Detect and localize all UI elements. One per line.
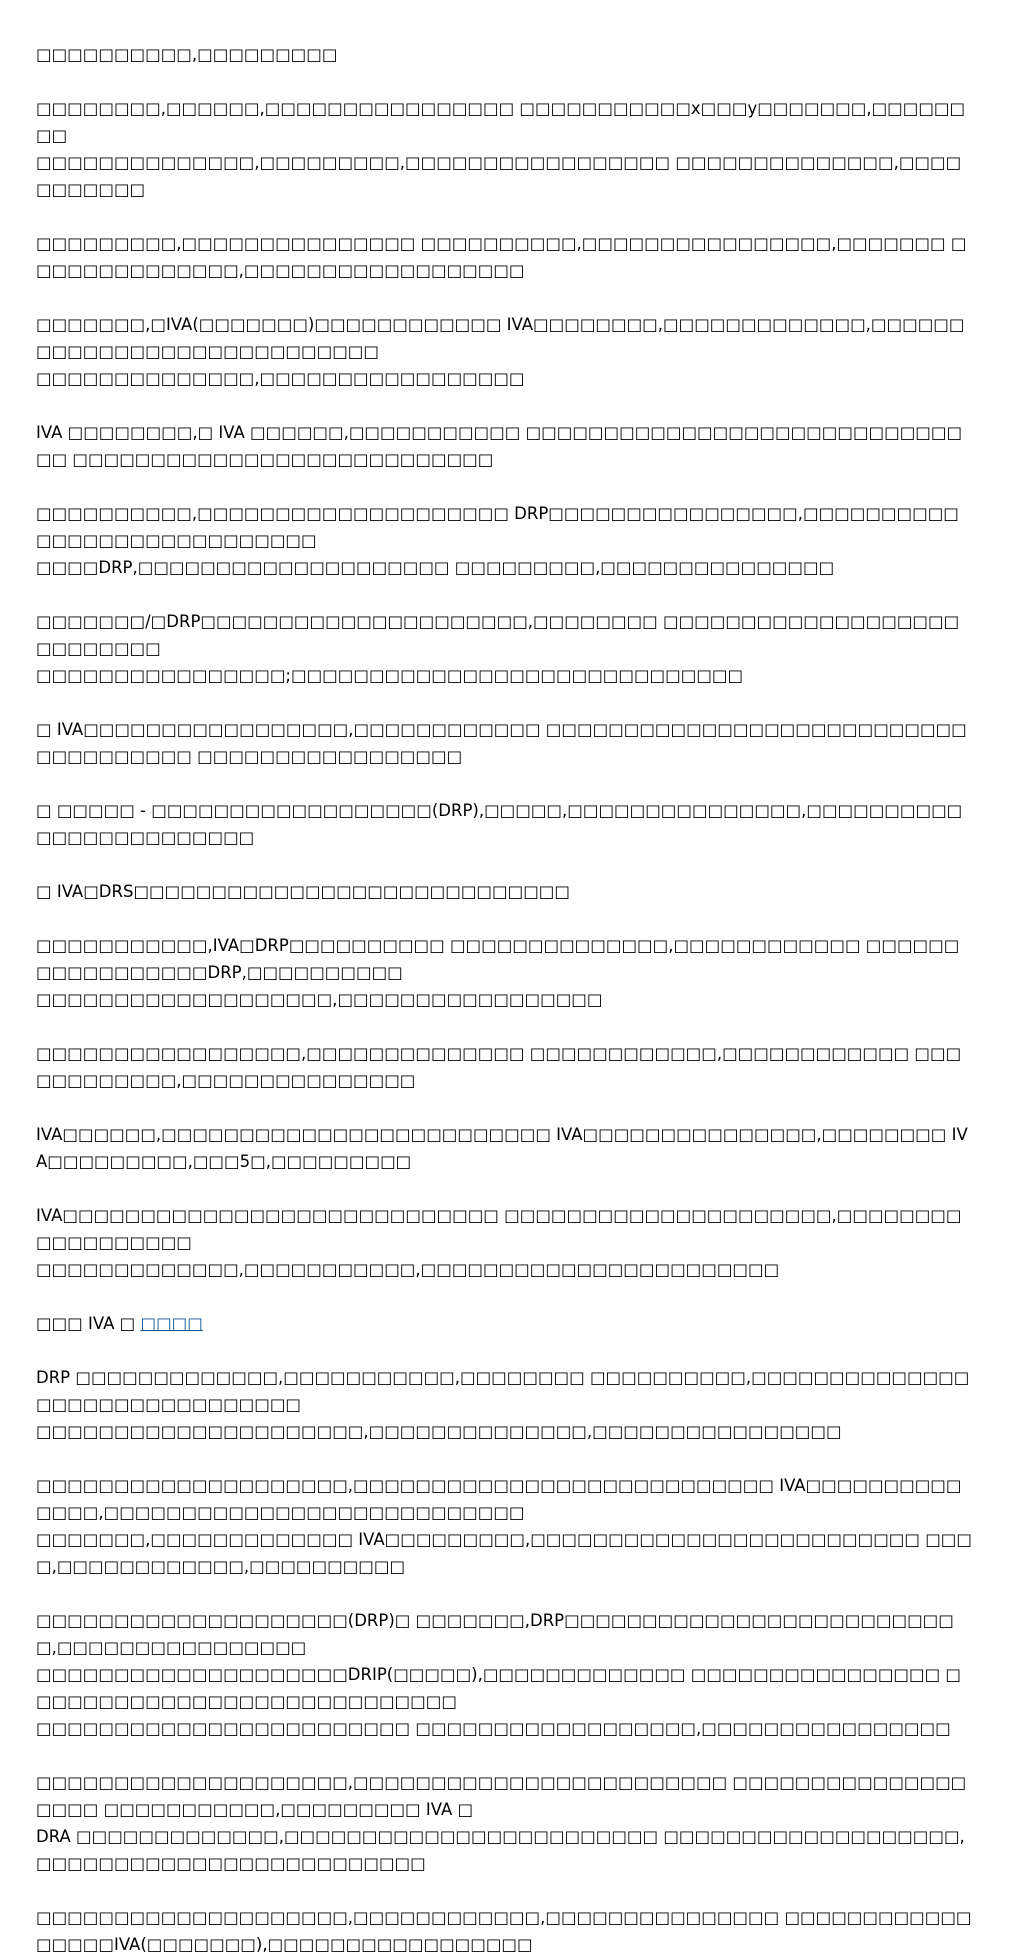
paragraph-line: □ □□□□□ - □□□□□□□□□□□□□□□□□□(DRP),□□□□□,□□□□□□□□□□□□□□□,□□□□□□□□□□□□□□□□□□□□□□□□ — [36, 801, 963, 847]
paragraph-line: DRP □□□□□□□□□□□□□,□□□□□□□□□□□,□□□□□□□□ □□□□□□□□□□,□□□□□□□□□□□□□□□□□□□□□□□□□□□□□□□ — [36, 1368, 970, 1414]
paragraph-line: □□□□□□□□□□□,IVA□DRP□□□□□□□□□□ □□□□□□□□□□□□□□,□□□□□□□□□□□□ □□□□□□□□□□□□□□□□□DRP,□□□□□□□□□□ — [36, 936, 960, 982]
paragraph-line: □□□□□□□□□,□□□□□□□□□□□□□□□ □□□□□□□□□□,□□□□□□□□□□□□□□□□,□□□□□□□ □□□□□□□□□□□□□□,□□□□□□□□□□□□□□□□□□ — [36, 234, 967, 280]
paragraph — [36, 95, 972, 203]
paragraph — [36, 797, 972, 851]
paragraph-line: □□□□□□□□□□□□□□□□□□□□□,□□□□□□□□□□□□□□,□□□□□□□□□□□□□□□□ — [36, 1422, 842, 1441]
inline-link[interactable]: □□□□ — [140, 1314, 203, 1333]
paragraph-line: □□□□□□□□□□□□□,□□□□□□□□□□□,□□□□□□□□□□□□□□□□□□□□□□□ — [36, 1260, 780, 1279]
paragraph-line: □□□□□□□,□□□□□□□□□□□□□ IVA□□□□□□□□□,□□□□□□□□□□□□□□□□□□□□□□□□□ □□□□,□□□□□□□□□□□□,□□□□□□□□□□ — [36, 1530, 972, 1576]
paragraph-line: IVA□□□□□□□□□□□□□□□□□□□□□□□□□□□□ □□□□□□□□□□□□□□□□□□□□□,□□□□□□□□□□□□□□□□□□ — [36, 1206, 962, 1252]
link-line — [36, 1310, 972, 1337]
paragraph — [36, 1121, 972, 1175]
document-body — [36, 41, 972, 1283]
paragraph-line: □ IVA□DRS□□□□□□□□□□□□□□□□□□□□□□□□□□□□ — [36, 882, 570, 901]
paragraph — [36, 716, 972, 770]
paragraph — [36, 878, 972, 905]
paragraph-line: □□□□□□□□□□□□□□□□□□□□,□□□□□□□□□□□□□□□□□□□□□□□□ □□□□□□□□□□□□□□□□□□□ □□□□□□□□□□□,□□□□□□□□□ IVA □ — [36, 1773, 967, 1819]
paragraph — [36, 1202, 972, 1283]
paragraph-line: □□□□□□□□□□□□□□,□□□□□□□□□□□□□□□□□ — [36, 369, 525, 388]
paragraph-line: □□□□□□□□□□□□□□,□□□□□□□□□,□□□□□□□□□□□□□□□□□ □□□□□□□□□□□□□□,□□□□□□□□□□□ — [36, 153, 962, 199]
paragraph-line: □□□□□□□,□IVA(□□□□□□□)□□□□□□□□□□□□ IVA□□□□□□□□,□□□□□□□□□□□□□,□□□□□□□□□□□□□□□□□□□□□□□□□□□□ — [36, 315, 965, 361]
paragraph — [36, 1904, 972, 1958]
paragraph — [36, 1769, 972, 1877]
paragraph-line: □□□□□□□□□□,□□□□□□□□□□□□□□□□□□□□ DRP□□□□□□□□□□□□□□□□,□□□□□□□□□□□□□□□□□□□□□□□□□□□□ — [36, 504, 959, 550]
paragraph-line: DRA □□□□□□□□□□□□□,□□□□□□□□□□□□□□□□□□□□□□□□ □□□□□□□□□□□□□□□□□□□,□□□□□□□□□□□□□□□□□□□□□□□□□ — [36, 1827, 965, 1873]
paragraph-line: □□□□□□□□□□□□□□□□□□□□,□□□□□□□□□□□□,□□□□□□□□□□□□□□□ □□□□□□□□□□□□□□□□□IVA(□□□□□□□),□□□□□□□□□□□□□□□□□ — [36, 1908, 972, 1954]
paragraph — [36, 41, 972, 68]
paragraph — [36, 1364, 972, 1445]
paragraph-line: □□□□□□□□□□□□□□□□□□□□(DRP)□ □□□□□□□,DRP□□□□□□□□□□□□□□□□□□□□□□□□□□,□□□□□□□□□□□□□□□□ — [36, 1611, 954, 1657]
paragraph — [36, 311, 972, 392]
paragraph-line: □□□□□□□□□□□□□□□□□,□□□□□□□□□□□□□□ □□□□□□□□□□□□,□□□□□□□□□□□□ □□□□□□□□□□□□,□□□□□□□□□□□□□□□ — [36, 1044, 962, 1090]
paragraph-line: □□□□DRP,□□□□□□□□□□□□□□□□□□□□ □□□□□□□□□,□□□□□□□□□□□□□□□ — [36, 558, 835, 577]
paragraph-line: □□□□□□□□□□□□□□□□□□□□DRIP(□□□□□),□□□□□□□□□□□□□ □□□□□□□□□□□□□□□□ □□□□□□□□□□□□□□□□□□□□□□□□□□□□ — [36, 1665, 962, 1711]
paragraph-line: □□□□□□□□□□□□□□□□;□□□□□□□□□□□□□□□□□□□□□□□□□□□□□ — [36, 666, 744, 685]
paragraph — [36, 1472, 972, 1580]
paragraph-line: □□□□□□□□□□□□□□□□□□□□□□□□ □□□□□□□□□□□□□□□□□□,□□□□□□□□□□□□□□□□ — [36, 1719, 951, 1738]
link-line-prefix: □□□ IVA □ — [36, 1314, 141, 1333]
paragraph-line: □ IVA□□□□□□□□□□□□□□□□□,□□□□□□□□□□□□ □□□□□□□□□□□□□□□□□□□□□□□□□□□□□□□□□□□□□ □□□□□□□□□□□□□□□□□ — [36, 720, 967, 766]
paragraph-line: □□□□□□□□,□□□□□□,□□□□□□□□□□□□□□□□ □□□□□□□□□□□x□□□y□□□□□□□,□□□□□□□□ — [36, 99, 966, 145]
paragraph — [36, 230, 972, 284]
paragraph — [36, 1040, 972, 1094]
paragraph — [36, 932, 972, 1013]
paragraph — [36, 1607, 972, 1742]
document-body-continued — [36, 1364, 972, 1958]
paragraph — [36, 608, 972, 689]
paragraph-line: □□□□□□□□□□□□□□□□□□□□,□□□□□□□□□□□□□□□□□□□□□□□□□□□ IVA□□□□□□□□□□□□□□,□□□□□□□□□□□□□□□□□□□□□□□□□□□ — [36, 1476, 962, 1522]
paragraph — [36, 419, 972, 473]
paragraph-line: IVA □□□□□□□□,□ IVA □□□□□□,□□□□□□□□□□□ □□□□□□□□□□□□□□□□□□□□□□□□□□□□□□ □□□□□□□□□□□□□□□□□□□□□□□□□□□ — [36, 423, 963, 469]
paragraph-line: □□□□□□□□□□□□□□□□□□□,□□□□□□□□□□□□□□□□□ — [36, 990, 603, 1009]
paragraph — [36, 500, 972, 581]
paragraph-line: IVA□□□□□□,□□□□□□□□□□□□□□□□□□□□□□□□□ IVA□□□□□□□□□□□□□□□,□□□□□□□□ IVA□□□□□□□□□,□□□5□,□□□□□□□□□ — [36, 1125, 968, 1171]
paragraph-line: □□□□□□□□□□,□□□□□□□□□ — [36, 45, 338, 64]
paragraph-line: □□□□□□□/□DRP□□□□□□□□□□□□□□□□□□□□□,□□□□□□□□ □□□□□□□□□□□□□□□□□□□□□□□□□□□ — [36, 612, 960, 658]
